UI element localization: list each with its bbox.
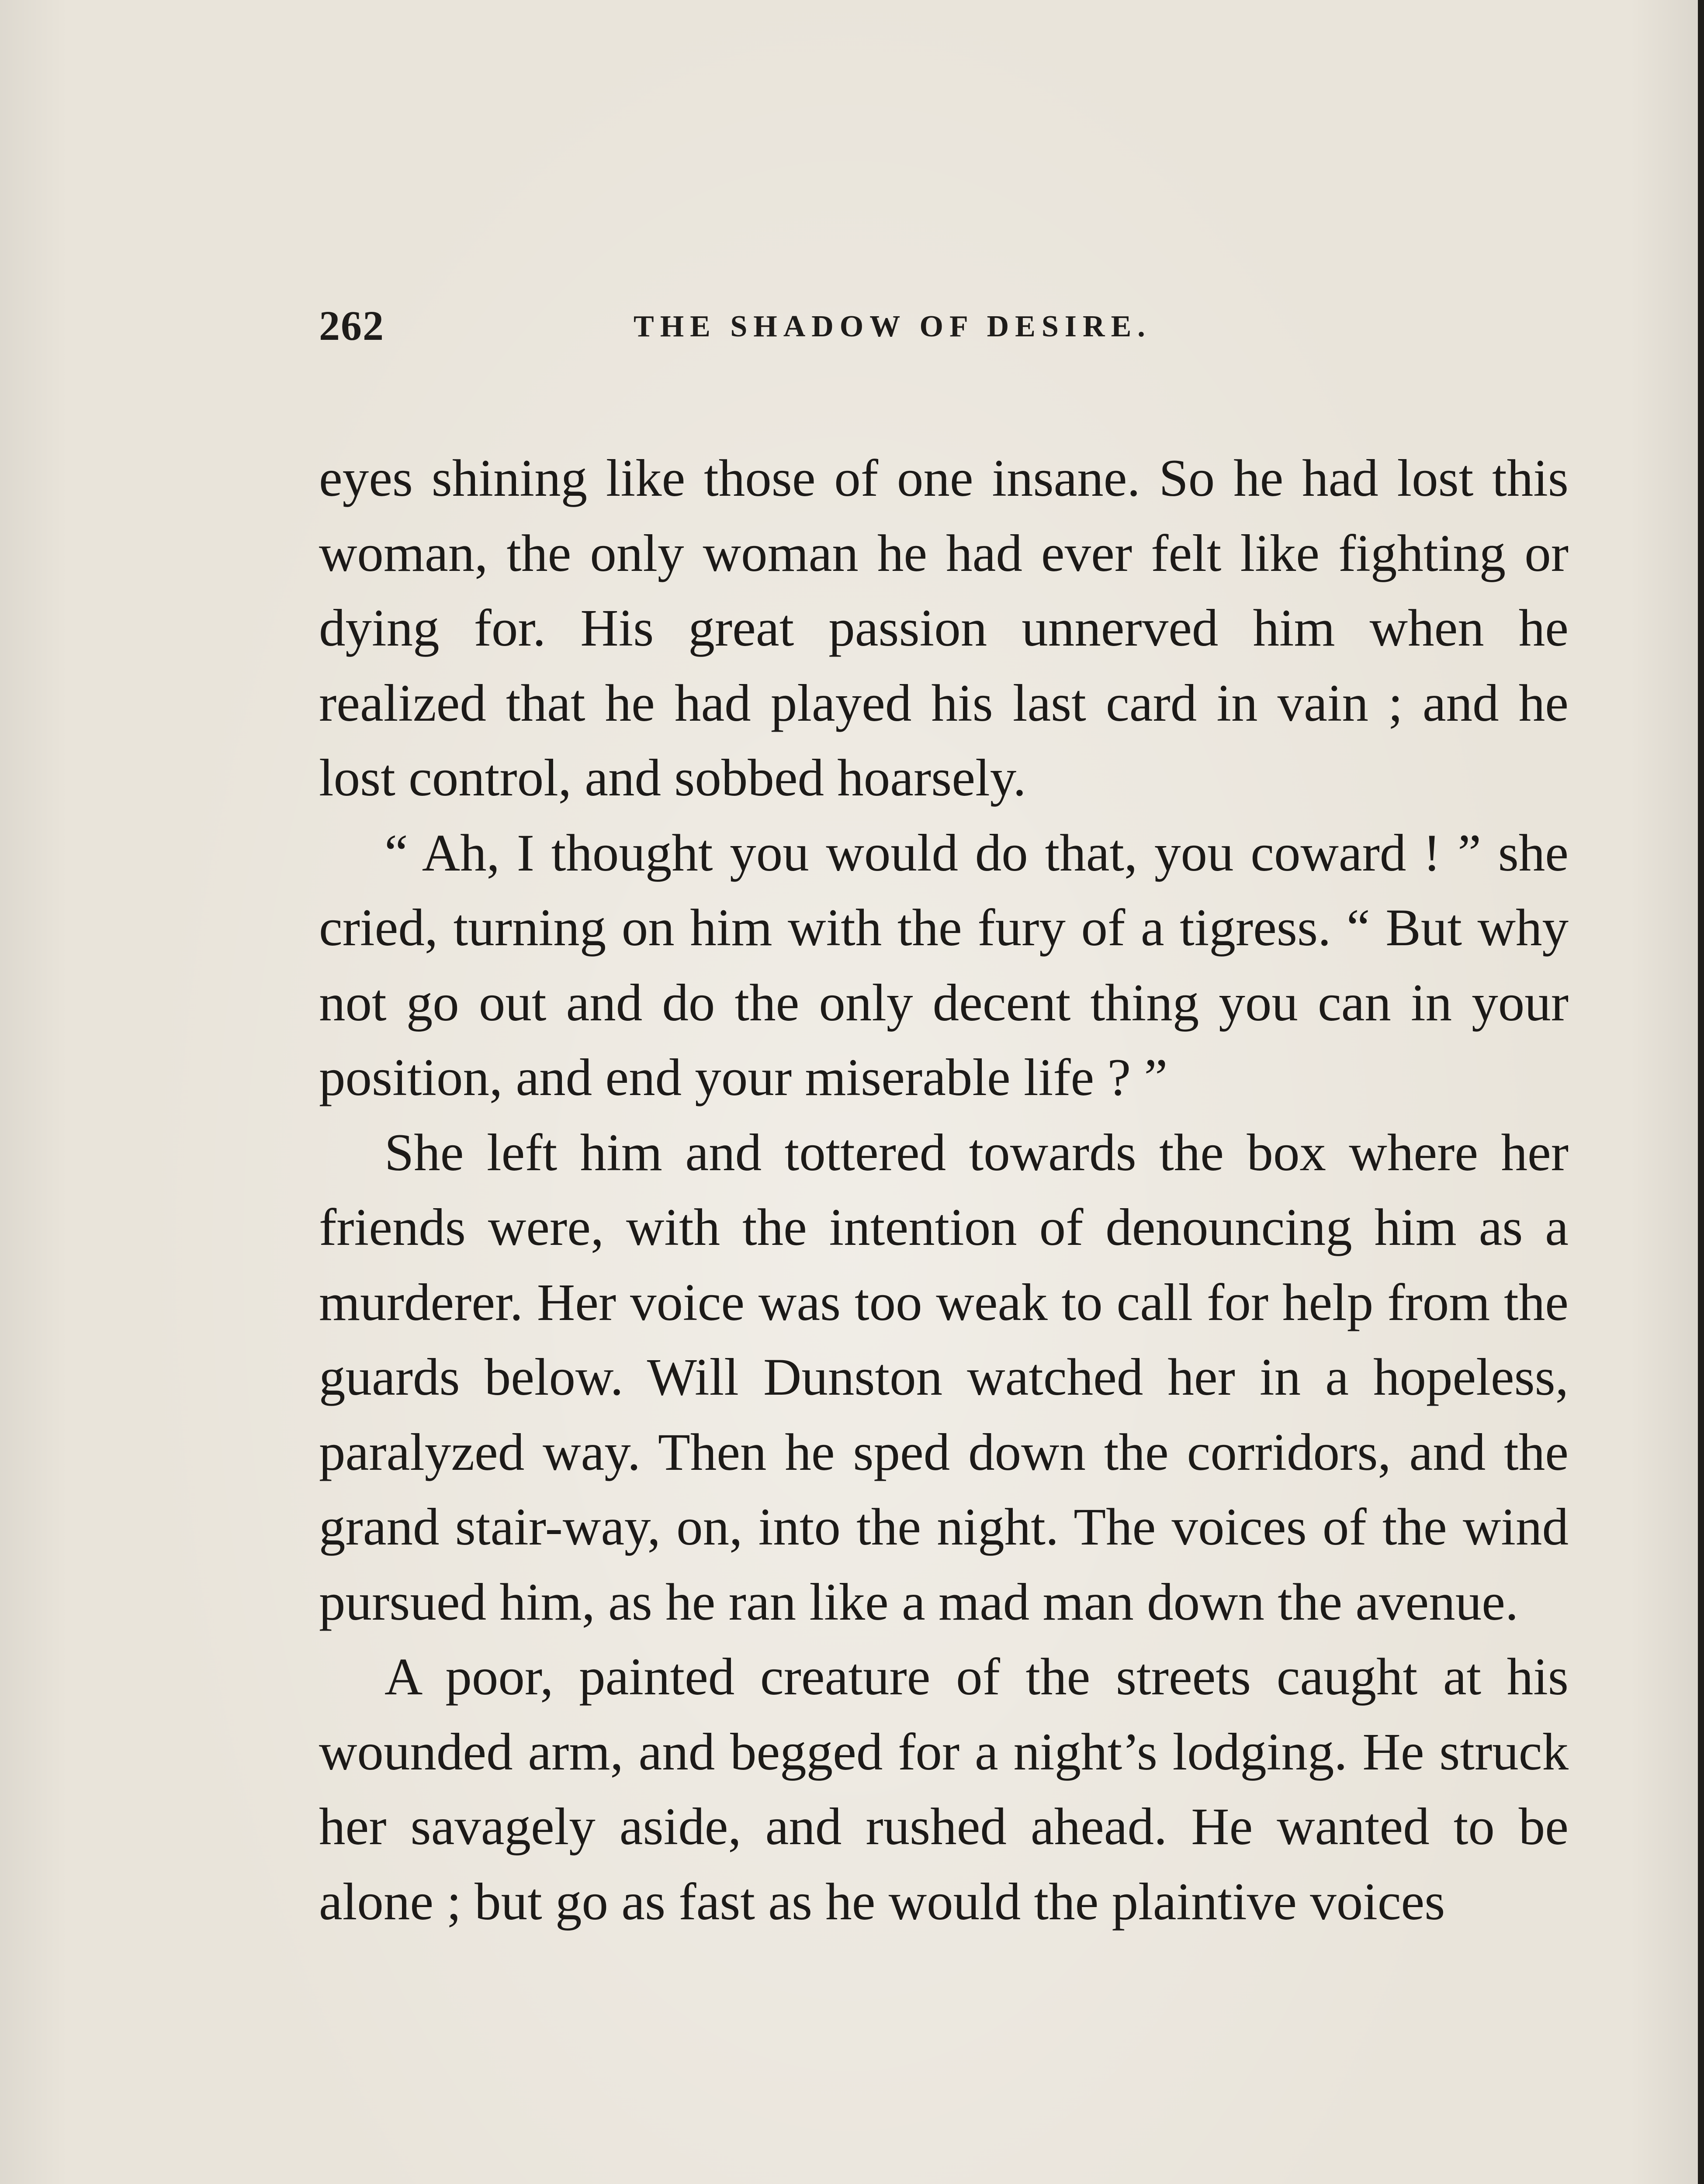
body-text — [319, 441, 1569, 1939]
running-head — [319, 301, 1569, 354]
paragraph: She left him and tottered towards the box where her friends were, with the intention of denouncing him as a murderer. Her voice was too weak to call for help from the guards below. Will Dunston watched her in a hopeless, paralyzed way. Then he sped down the corridors, and the grand stair-way, on, into the night. The voices of the wind pursued him, as he ran like a mad man down the avenue. — [319, 1123, 1569, 1631]
page-number: 262 — [319, 302, 384, 349]
paragraph: A poor, painted creature of the streets caught at his wounded arm, and begged for a night’s lodging. He struck her savagely aside, and rushed ahead. He wanted to be alone ; but go as fast as he would the plaintive voices — [319, 1648, 1569, 1931]
paragraph-continued: eyes shining like those of one insane. So he had lost this woman, the only woman he had ever felt like fighting or dying for. His great passion unnerved him when he realized that he had played his last card in vain ; and he lost control, and sobbed hoarsely. — [319, 449, 1569, 807]
running-title: THE SHADOW OF DESIRE. — [634, 310, 1151, 343]
paragraph: “ Ah, I thought you would do that, you coward ! ” she cried, turning on him with the fury of a tigress. “ But why not go out and do the only decent thing you can in your position, and end your miserable life ? ” — [319, 823, 1569, 1107]
